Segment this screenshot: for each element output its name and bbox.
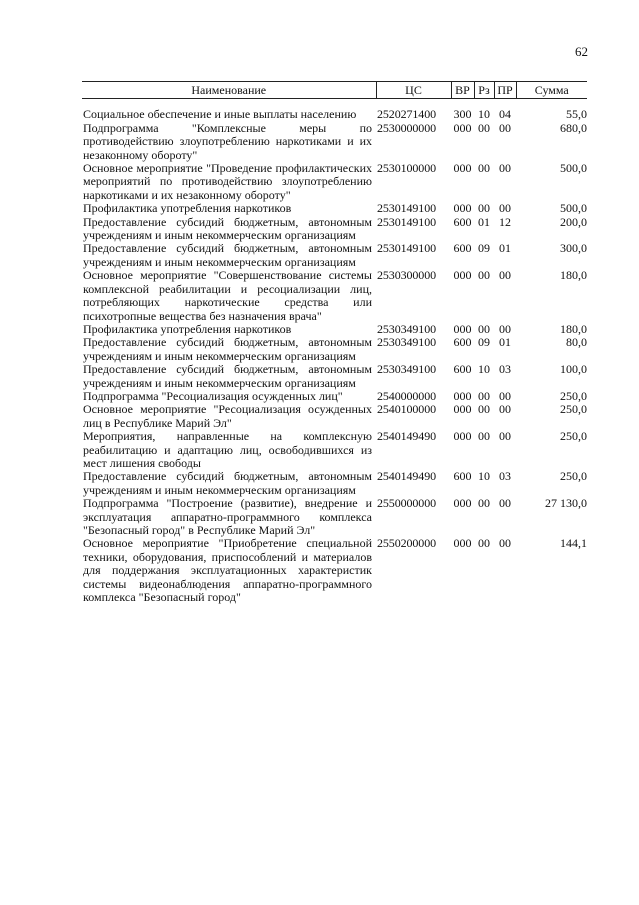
row-vr: 000	[453, 388, 472, 403]
row-cs: 2540149490	[377, 469, 437, 484]
row-vr: 600	[453, 335, 472, 350]
row-sum: 80,0	[566, 335, 587, 350]
row-cs: 2550200000	[377, 536, 437, 551]
row-rz: 10	[478, 362, 490, 377]
row-cs: 2540149490	[377, 429, 437, 444]
row-name: Предоставление субсидий бюджетным, автономным учреждениям и иным некоммерческим организациям	[83, 241, 372, 269]
row-name: Подпрограмма "Ресоциализация осужденных лиц"	[83, 388, 343, 403]
row-name: Основное мероприятие "Ресоциализация осужденных лиц в Республике Марий Эл"	[83, 402, 372, 430]
row-name: Профилактика употребления наркотиков	[83, 201, 292, 216]
header-sum: Сумма	[516, 82, 587, 99]
row-vr: 300	[453, 107, 472, 122]
header-vr: ВР	[451, 82, 474, 99]
row-pr: 00	[499, 536, 511, 551]
row-name: Социальное обеспечение и иные выплаты населению	[83, 107, 357, 122]
row-vr: 000	[453, 429, 472, 444]
row-sum: 250,0	[560, 469, 587, 484]
row-pr: 00	[499, 429, 511, 444]
row-sum: 144,1	[560, 536, 587, 551]
table-row	[82, 162, 587, 202]
budget-table	[82, 81, 587, 604]
row-pr: 00	[499, 120, 511, 135]
row-pr: 00	[499, 268, 511, 283]
table-row	[82, 269, 587, 323]
row-rz: 00	[478, 201, 490, 216]
row-vr: 000	[453, 120, 472, 135]
row-pr: 00	[499, 402, 511, 417]
row-rz: 09	[478, 335, 490, 350]
row-rz: 00	[478, 268, 490, 283]
row-rz: 00	[478, 161, 490, 176]
row-vr: 000	[453, 268, 472, 283]
table-row	[82, 216, 587, 243]
row-rz: 10	[478, 469, 490, 484]
header-pr: ПР	[494, 82, 516, 99]
row-cs: 2530149100	[377, 214, 437, 229]
header-cs: ЦС	[376, 82, 451, 99]
row-sum: 180,0	[560, 321, 587, 336]
row-vr: 600	[453, 241, 472, 256]
page-number: 62	[575, 44, 588, 59]
row-sum: 180,0	[560, 268, 587, 283]
row-rz: 00	[478, 321, 490, 336]
row-vr: 000	[453, 161, 472, 176]
row-vr: 000	[453, 321, 472, 336]
row-pr: 04	[499, 107, 511, 122]
row-rz: 00	[478, 536, 490, 551]
row-sum: 27 130,0	[545, 496, 587, 511]
table-row	[82, 242, 587, 269]
row-cs: 2530149100	[377, 201, 437, 216]
table-row	[82, 497, 587, 537]
row-cs: 2530349100	[377, 335, 437, 350]
row-pr: 01	[499, 241, 511, 256]
row-vr: 000	[453, 402, 472, 417]
row-rz: 00	[478, 402, 490, 417]
row-cs: 2530149100	[377, 241, 437, 256]
row-name: Основное мероприятие "Совершенствование системы комплексной реабилитации и ресоциализации лиц, потребляющих наркотические средства или психотропные вещества без назначения врача"	[83, 268, 372, 323]
row-cs: 2540100000	[377, 402, 437, 417]
row-cs: 2530000000	[377, 120, 437, 135]
row-pr: 01	[499, 335, 511, 350]
table-row	[82, 390, 587, 403]
table-header-row	[82, 82, 587, 99]
row-name: Подпрограмма "Комплексные меры по противодействию злоупотреблению наркотиками и их незаконному обороту"	[83, 120, 372, 162]
row-name: Предоставление субсидий бюджетным, автономным учреждениям и иным некоммерческим организациям	[83, 469, 372, 497]
row-vr: 000	[453, 496, 472, 511]
row-vr: 600	[453, 214, 472, 229]
row-sum: 500,0	[560, 201, 587, 216]
row-vr: 000	[453, 201, 472, 216]
row-pr: 00	[499, 496, 511, 511]
row-rz: 00	[478, 429, 490, 444]
row-pr: 00	[499, 388, 511, 403]
row-vr: 000	[453, 536, 472, 551]
row-name: Профилактика употребления наркотиков	[83, 321, 292, 336]
row-rz: 00	[478, 120, 490, 135]
row-pr: 00	[499, 161, 511, 176]
header-name: Наименование	[82, 82, 376, 99]
table-row	[82, 403, 587, 430]
row-name: Предоставление субсидий бюджетным, автономным учреждениям и иным некоммерческим организациям	[83, 362, 372, 390]
row-sum: 100,0	[560, 362, 587, 377]
row-rz: 00	[478, 496, 490, 511]
row-rz: 01	[478, 214, 490, 229]
table-row	[82, 363, 587, 390]
row-rz: 00	[478, 388, 490, 403]
row-pr: 00	[499, 321, 511, 336]
row-rz: 09	[478, 241, 490, 256]
row-pr: 03	[499, 362, 511, 377]
row-cs: 2530349100	[377, 362, 437, 377]
row-vr: 600	[453, 469, 472, 484]
row-sum: 300,0	[560, 241, 587, 256]
table-row	[82, 537, 587, 604]
table-row	[82, 430, 587, 470]
row-name: Мероприятия, направленные на комплексную реабилитацию и адаптацию лиц, освободившихся из мест лишения свободы	[83, 429, 372, 470]
row-cs: 2530100000	[377, 161, 437, 176]
row-sum: 680,0	[560, 120, 587, 135]
row-cs: 2530349100	[377, 321, 437, 336]
row-cs: 2550000000	[377, 496, 437, 511]
table-row	[82, 470, 587, 497]
row-name: Основное мероприятие "Приобретение специальной техники, оборудования, приспособлений и материалов для поддержания эксплуатационных характеристик системы видеонаблюдения аппаратно-программного комплекса "Безопасный город"	[83, 536, 372, 605]
row-rz: 10	[478, 107, 490, 122]
row-pr: 03	[499, 469, 511, 484]
table-row	[82, 202, 587, 215]
table-row	[82, 99, 587, 122]
table-row	[82, 323, 587, 336]
header-rz: Рз	[474, 82, 494, 99]
row-pr: 12	[499, 214, 511, 229]
row-name: Предоставление субсидий бюджетным, автономным учреждениям и иным некоммерческим организациям	[83, 335, 372, 363]
row-cs: 2540000000	[377, 388, 437, 403]
row-sum: 250,0	[560, 402, 587, 417]
row-cs: 2520271400	[377, 107, 437, 122]
table-row	[82, 122, 587, 162]
row-cs: 2530300000	[377, 268, 437, 283]
row-sum: 55,0	[566, 107, 587, 122]
row-pr: 00	[499, 201, 511, 216]
table-row	[82, 336, 587, 363]
row-name: Подпрограмма "Построение (развитие), внедрение и эксплуатация аппаратно-программного комплекса "Безопасный город" в Республике Марий Эл"	[83, 496, 372, 537]
row-name: Основное мероприятие "Проведение профилактических мероприятий по противодействию злоупотреблению наркотиками и их незаконному обороту"	[83, 161, 372, 202]
row-sum: 250,0	[560, 429, 587, 444]
row-name: Предоставление субсидий бюджетным, автономным учреждениям и иным некоммерческим организациям	[83, 214, 372, 243]
row-sum: 250,0	[560, 388, 587, 403]
row-vr: 600	[453, 362, 472, 377]
row-sum: 200,0	[560, 214, 587, 229]
row-sum: 500,0	[560, 161, 587, 176]
